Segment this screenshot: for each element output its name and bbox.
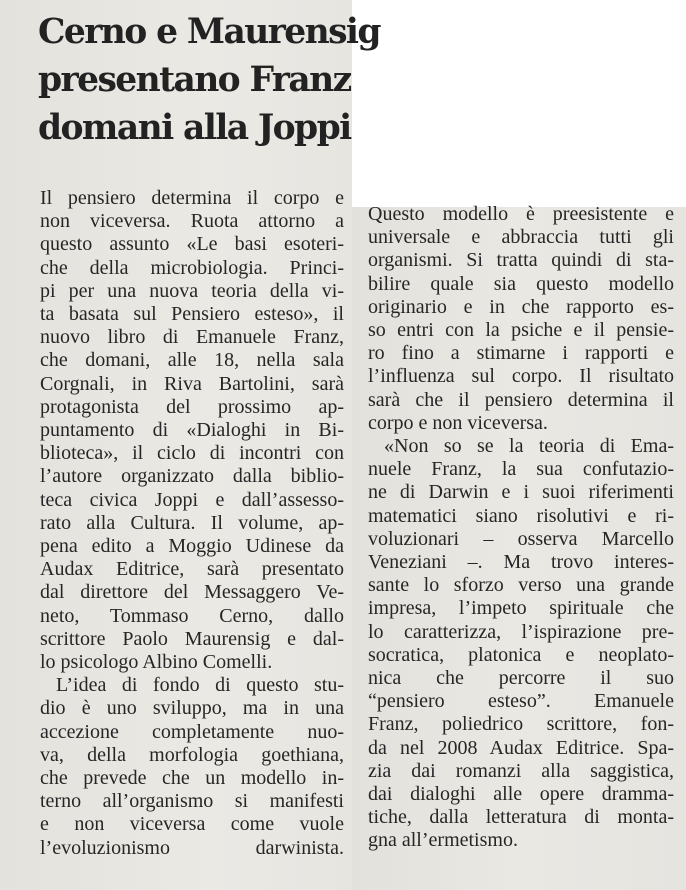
article-body-right-column xyxy=(368,203,674,853)
text-line: e non viceversa come vuole xyxy=(40,813,344,836)
text-line: tiche, dalla letteratura di monta- xyxy=(368,806,674,829)
text-line: neto, Tommaso Cerno, dallo xyxy=(40,604,344,627)
text-line: universale e abbraccia tutti gli xyxy=(368,226,674,249)
text-line: blioteca», il ciclo di incontri con xyxy=(40,442,344,465)
text-line: lo psicologo Albino Comelli. xyxy=(40,651,273,674)
text-line: che della microbiologia. Princi- xyxy=(40,256,344,279)
text-line: Il pensiero determina il corpo e xyxy=(40,187,344,209)
text-line: nica che percorre il suo xyxy=(368,667,674,690)
text-line: voluzionari – osserva Marcello xyxy=(368,527,674,550)
text-line: accezione completamente nuo- xyxy=(40,720,344,743)
text-line: scrittore Paolo Maurensig e dal- xyxy=(40,627,344,650)
text-line: sarà che il pensiero determina il xyxy=(368,388,674,411)
text-line: ro fino a stimarne i rapporti e xyxy=(368,342,674,365)
text-line: organismi. Si tratta quindi di sta- xyxy=(368,249,674,272)
text-line: teca civica Joppi e dall’assesso- xyxy=(40,488,344,511)
text-line: matematici siano risolutivi e ri- xyxy=(368,504,674,527)
text-line: non viceversa. Ruota attorno a xyxy=(40,210,344,233)
text-line: «Non so se la teoria di Ema- xyxy=(384,435,674,458)
text-line: pena edito a Moggio Udinese da xyxy=(40,535,344,558)
text-line: Questo modello è preesistente e xyxy=(368,203,674,225)
text-line: ne di Darwin e i suoi riferimenti xyxy=(368,481,674,504)
text-line: nuele Franz, la sua confutazio- xyxy=(368,458,674,481)
text-line: rato alla Cultura. Il volume, ap- xyxy=(40,511,344,534)
text-line: dio è uno sviluppo, ma in una xyxy=(40,697,344,720)
article-headline xyxy=(38,8,380,152)
text-line: impresa, l’impeto spirituale che xyxy=(368,597,674,620)
text-line: da nel 2008 Audax Editrice. Spa- xyxy=(368,736,674,759)
text-line: Franz, poliedrico scrittore, fon- xyxy=(368,713,674,736)
text-line: Corgnali, in Riva Bartolini, sarà xyxy=(40,372,344,395)
text-line: nuovo libro di Emanuele Franz, xyxy=(40,326,344,349)
text-line: che prevede che un modello in- xyxy=(40,767,344,790)
text-line: terno all’organismo si manifesti xyxy=(40,790,344,813)
text-line: pi per una nuova teoria della vi- xyxy=(40,279,344,302)
text-line: “pensiero esteso”. Emanuele xyxy=(368,690,674,713)
text-line: originario e in che rapporto es- xyxy=(368,295,674,318)
text-line: dal direttore del Messaggero Ve- xyxy=(40,581,344,604)
text-line: gna all’ermetismo. xyxy=(368,829,518,852)
text-line: zia dai romanzi alla saggistica, xyxy=(368,759,674,782)
headline-line: presentano Franz xyxy=(38,60,351,100)
text-line: l’autore organizzato dalla biblio- xyxy=(40,465,344,488)
text-line: Audax Editrice, sarà presentato xyxy=(40,558,344,581)
text-line: protagonista del prossimo ap- xyxy=(40,395,344,418)
text-line: che domani, alle 18, nella sala xyxy=(40,349,344,372)
text-line: l’influenza sul corpo. Il risultato xyxy=(368,365,674,388)
text-line: dai dialoghi alle opere dramma- xyxy=(368,783,674,806)
text-line: ta basata sul Pensiero esteso», il xyxy=(40,303,344,326)
text-line: Veneziani –. Ma trovo interes- xyxy=(368,551,674,574)
text-line: corpo e non viceversa. xyxy=(368,411,548,434)
text-line: lo caratterizza, l’ispirazione pre- xyxy=(368,620,674,643)
text-line: puntamento di «Dialoghi in Bi- xyxy=(40,419,344,442)
article-body-left-column xyxy=(40,187,344,860)
headline-line: Cerno e Maurensig xyxy=(38,12,380,52)
text-line: sante lo sforzo verso una grande xyxy=(368,574,674,597)
text-line: so entri con la psiche e il pensie- xyxy=(368,319,674,342)
text-line: va, della morfologia goethiana, xyxy=(40,743,344,766)
text-line: L’idea di fondo di questo stu- xyxy=(56,674,344,697)
text-line: questo assunto «Le basi esoteri- xyxy=(40,233,344,256)
text-line: bilire quale sia questo modello xyxy=(368,272,674,295)
text-line: socratica, platonica e neoplato- xyxy=(368,643,674,666)
text-line: l’evoluzionismo darwinista. xyxy=(40,836,344,859)
headline-line: domani alla Joppi xyxy=(38,108,351,148)
